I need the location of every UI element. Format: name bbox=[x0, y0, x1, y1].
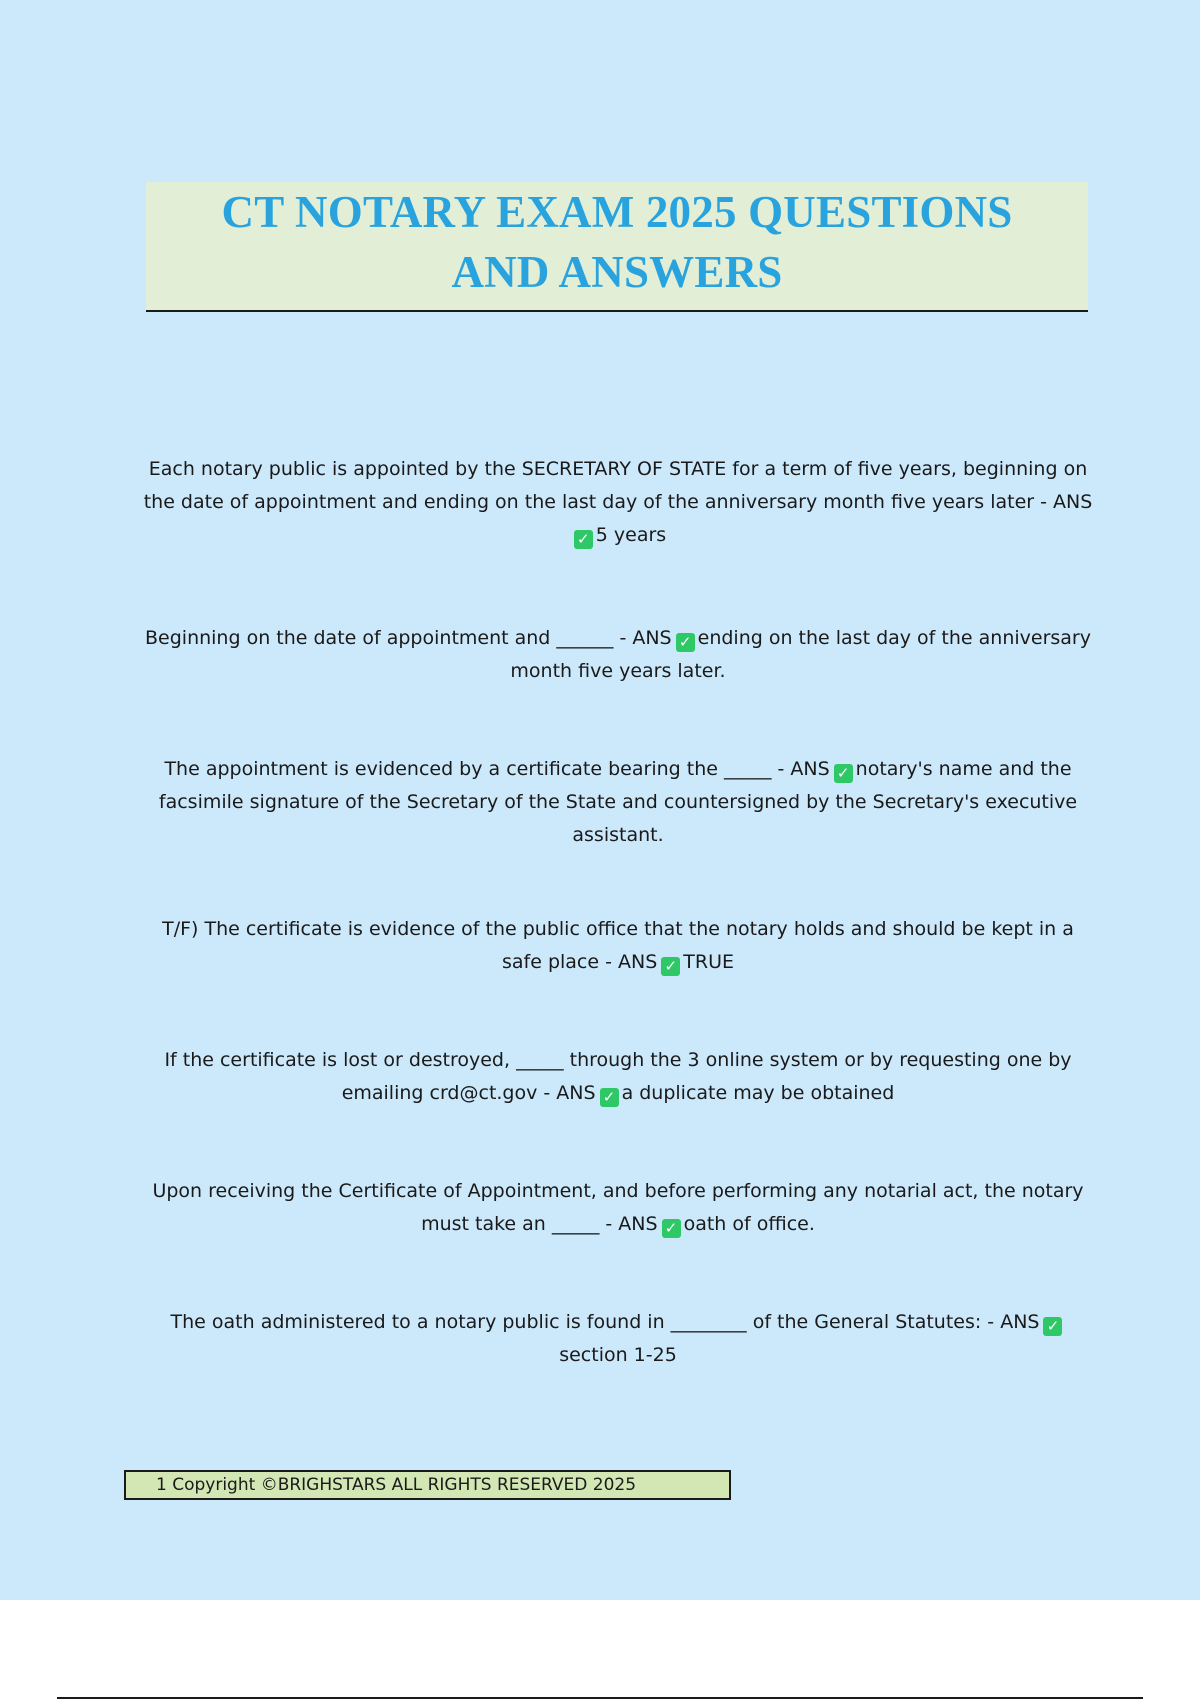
question-text: If the certificate is lost or destroyed, _____ through the 3 online system or by requesting one by emailing crd@ct.gov - ANS bbox=[164, 1049, 1072, 1104]
qa-item-4 bbox=[140, 913, 1096, 979]
answer-text: ending on the last day of the anniversary month five years later. bbox=[510, 627, 1091, 682]
answer-text: 5 years bbox=[595, 524, 667, 546]
qa-item-2 bbox=[140, 622, 1096, 688]
title-line-1: CT NOTARY EXAM 2025 QUESTIONS bbox=[221, 187, 1013, 237]
title-line-2: AND ANSWERS bbox=[451, 247, 783, 297]
answer-text: a duplicate may be obtained bbox=[621, 1082, 895, 1104]
check-icon: ✓ bbox=[1043, 1317, 1062, 1336]
check-icon: ✓ bbox=[600, 1088, 619, 1107]
title-banner bbox=[146, 182, 1088, 312]
check-icon: ✓ bbox=[574, 530, 593, 549]
question-text: Each notary public is appointed by the SECRETARY OF STATE for a term of five years, beginning on the date of appointment and ending on the last day of the anniversary month five years later - ANS bbox=[143, 458, 1093, 513]
qa-item-5 bbox=[140, 1044, 1096, 1110]
question-text: Beginning on the date of appointment and ______ - ANS bbox=[145, 627, 672, 649]
check-icon: ✓ bbox=[834, 764, 853, 783]
page-divider bbox=[57, 1697, 1143, 1699]
qa-item-7 bbox=[140, 1306, 1096, 1372]
qa-item-1 bbox=[140, 453, 1096, 552]
answer-text: oath of office. bbox=[683, 1213, 815, 1235]
check-icon: ✓ bbox=[676, 633, 695, 652]
qa-item-3 bbox=[140, 753, 1096, 852]
question-text: The appointment is evidenced by a certificate bearing the _____ - ANS bbox=[164, 758, 830, 780]
answer-text: TRUE bbox=[683, 951, 735, 973]
question-text: Upon receiving the Certificate of Appointment, and before performing any notarial act, the notary must take an _____ - ANS bbox=[152, 1180, 1084, 1235]
check-icon: ✓ bbox=[661, 957, 680, 976]
answer-text: section 1-25 bbox=[559, 1344, 677, 1366]
question-text: T/F) The certificate is evidence of the public office that the notary holds and should be kept in a safe place - ANS bbox=[162, 918, 1074, 973]
qa-item-6 bbox=[140, 1175, 1096, 1241]
copyright-footer: 1 Copyright ©BRIGHSTARS ALL RIGHTS RESERVED 2025 bbox=[124, 1470, 731, 1500]
check-icon: ✓ bbox=[662, 1219, 681, 1238]
question-text: The oath administered to a notary public is found in ________ of the General Statutes: - ANS bbox=[170, 1311, 1040, 1333]
answer-text: notary's name and the facsimile signature of the Secretary of the State and countersigned by the Secretary's executive assistant. bbox=[158, 758, 1078, 846]
